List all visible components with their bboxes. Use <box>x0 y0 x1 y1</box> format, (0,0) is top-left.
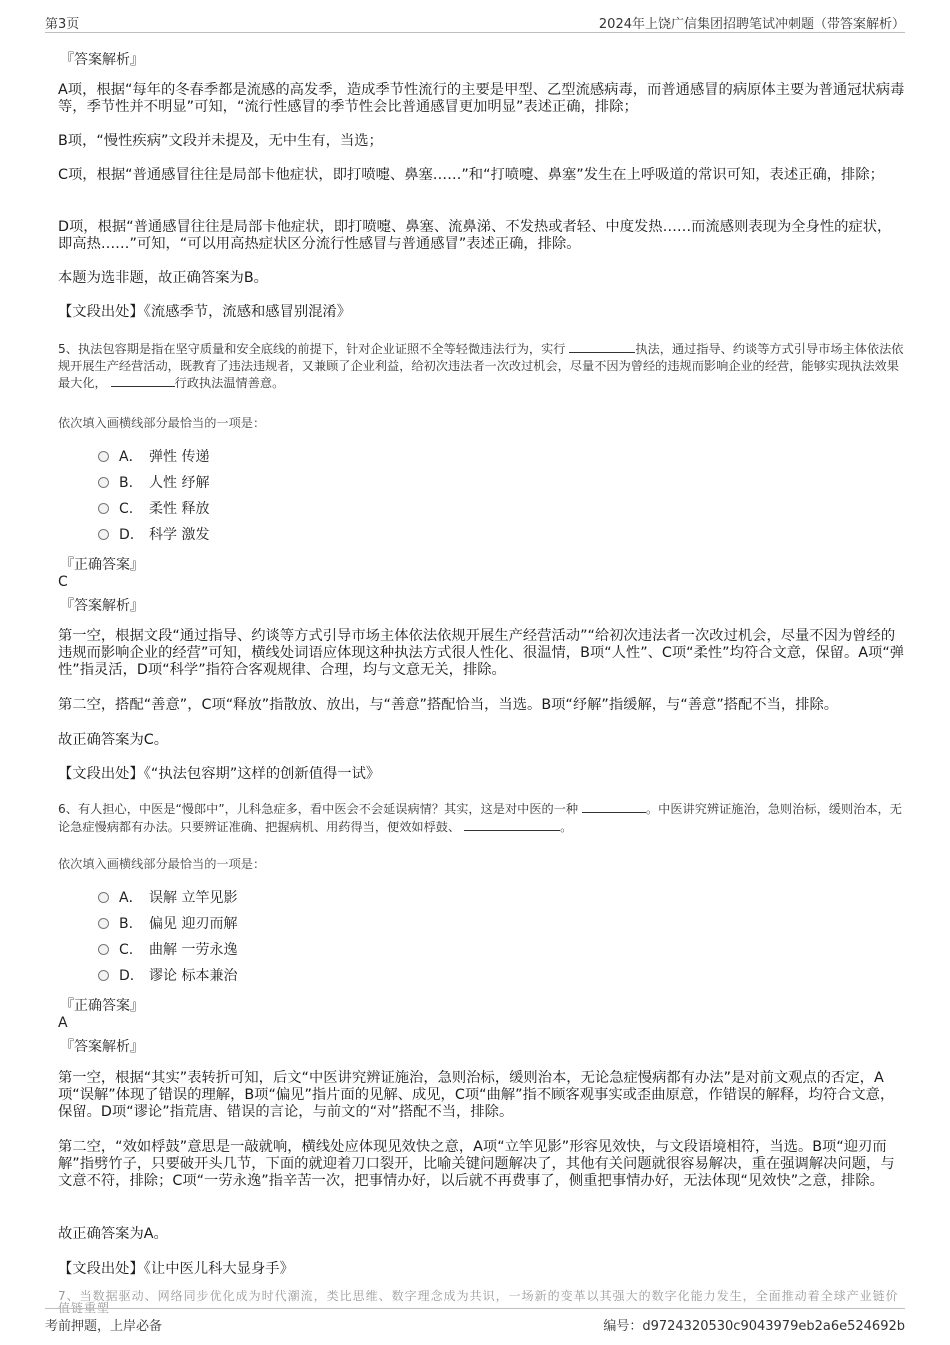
fill-blank <box>111 374 175 387</box>
analysis-paragraph: 第二空，“效如桴鼓”意思是一敲就响，横线处应体现见效快之意，A项“立竿见影”形容见效快，与文段语境相符，当选。B项“迎刃而解”指劈竹子，只要破开头几节，下面的就迎着刀口裂开，比喻关键问题解决了，其他有关问题就很容易解决，重在强调解决问题，与文意不符，排除；C项“一劳永逸”指辛苦一次，把事情办好，以后就不再费事了，侧重把事情办好，无法体现“见效快”之意，排除。 <box>58 1139 895 1189</box>
stem-text: 行政执法温情善意。 <box>174 376 285 390</box>
analysis-paragraph: 第二空，搭配“善意”，C项“释放”指散放、放出，与“善意”搭配恰当，当选。B项“纾解”指缓解，与“善意”搭配不当，排除。 <box>58 697 839 713</box>
page-number: 第3页 <box>45 17 80 32</box>
fill-blank <box>569 340 635 353</box>
option-c[interactable]: C. 曲解 一劳永逸 <box>98 941 237 959</box>
conclusion: 故正确答案为A。 <box>58 1226 168 1242</box>
radio-icon[interactable] <box>98 970 109 981</box>
analysis-paragraph: C项，根据“普通感冒往往是局部卡他症状，即打喷嚏、鼻塞……”和“打喷嚏、鼻塞”发生在上呼吸道的常识可知，表述正确，排除； <box>58 167 884 183</box>
radio-icon[interactable] <box>98 918 109 929</box>
page-header <box>45 10 905 33</box>
stem-text: 5、执法包容期是指在坚守质量和安全底线的前提下，针对企业证照不全等轻微违法行为，实行 <box>58 342 566 356</box>
page-footer <box>45 1308 905 1335</box>
document-id: 编号：d9724320530c9043979eb2a6e524692b <box>603 1319 905 1334</box>
radio-icon[interactable] <box>98 477 109 488</box>
analysis-paragraph: 第一空，根据“其实”表转折可知，后文“中医讲究辨证施治，急则治标，缓则治本，无论急症慢病都有办法”是对前文观点的否定，A项“误解”体现了错误的理解，B项“偏见”指片面的见解、成见，C项“曲解”指不顾客观事实或歪曲原意，作错误的解释，均符合文意，保留。D项“谬论”指荒唐、错误的言论，与前文的“对”搭配不当，排除。 <box>58 1070 895 1120</box>
question-prompt: 依次填入画横线部分最恰当的一项是： <box>58 857 266 871</box>
conclusion: 本题为选非题，故正确答案为B。 <box>58 270 268 286</box>
option-b[interactable]: B. 人性 纾解 <box>98 474 209 492</box>
option-a[interactable]: A． 误解 立竿见影 <box>98 889 237 907</box>
analysis-paragraph: A项，根据“每年的冬春季都是流感的高发季，造成季节性流行的主要是甲型、乙型流感病毒，而普通感冒的病原体主要为普通冠状病毒等，季节性并不明显”可知，“流行性感冒的季节性会比普通感冒更加明显”表述正确，排除； <box>58 82 905 115</box>
document-title: 2024年上饶广信集团招聘笔试冲刺题（带答案解析） <box>598 17 905 32</box>
analysis-paragraph: B项，“慢性疾病”文段并未提及，无中生有，当选； <box>58 133 383 149</box>
option-c[interactable]: C. 柔性 释放 <box>98 500 209 518</box>
stem-text: 6、有人担心，中医是“慢郎中”，儿科急症多，看中医会不会延误病情？其实，这是对中医的一种 <box>58 802 579 816</box>
source-citation: 【文段出处】《让中医儿科大显身手》 <box>58 1261 294 1277</box>
stem-text: 。中医讲究辨证施治，急则治标，缓则治本，无论急症慢病都有办法。只要辨证准确、把握病机、用药得当，便效如桴鼓、 <box>58 802 902 834</box>
analysis-label: 『答案解析』 <box>60 598 144 614</box>
option-d[interactable]: D. 科学 激发 <box>98 526 209 544</box>
radio-icon[interactable] <box>98 529 109 540</box>
next-question-cutoff <box>58 1289 905 1315</box>
partial-question-7: 7、当数据驱动、网络同步优化成为时代潮流，类比思维、数字理念成为共识，一场新的变革以其强大的数字化能力发生，全面推动着全球产业链价值链重塑 <box>58 1289 899 1315</box>
conclusion: 故正确答案为C。 <box>58 732 169 748</box>
analysis-paragraph: 第一空，根据文段“通过指导、约谈等方式引导市场主体依法依规开展生产经营活动”“给初次违法者一次改过机会，尽量不因为曾经的违规而影响企业的经营”可知，横线处词语应体现这种执法方式很人性化、很温情，B项“人性”、C项“柔性”均符合文意，保留。A项“弹性”指灵活，D项“科学”指符合客观规律、合理，均与文意无关，排除。 <box>58 628 905 678</box>
correct-answer-label: 『正确答案』 <box>60 557 144 573</box>
correct-answer: C <box>58 574 68 590</box>
option-b[interactable]: B. 偏见 迎刃而解 <box>98 915 237 933</box>
stem-text: 执法，通过指导、约谈等方式引导市场主体依法依规开展生产经营活动，既教育了违法违规者，又兼顾了企业利益，给初次违法者一次改过机会，尽量不因为曾经的违规而影响企业的经营，能够实现执法效果最大化， <box>58 342 904 390</box>
analysis-label: 『答案解析』 <box>60 52 144 68</box>
source-citation: 【文段出处】《“执法包容期”这样的创新值得一试》 <box>58 766 381 782</box>
radio-icon[interactable] <box>98 503 109 514</box>
footer-slogan: 考前押题，上岸必备 <box>45 1319 163 1334</box>
fill-blank <box>582 800 646 813</box>
source-citation: 【文段出处】《流感季节，流感和感冒别混淆》 <box>58 304 352 320</box>
question-6-stem <box>58 800 905 835</box>
analysis-paragraph: D项，根据“普通感冒往往是局部卡他症状，即打喷嚏、鼻塞、流鼻涕、不发热或者轻、中度发热……而流感则表现为全身性的症状，即高热……”可知，“可以用高热症状区分流行性感冒与普通感冒”表述正确，排除。 <box>58 219 892 252</box>
correct-answer-label: 『正确答案』 <box>60 998 144 1014</box>
question-5-stem <box>58 340 905 392</box>
question-prompt: 依次填入画横线部分最恰当的一项是： <box>58 416 266 430</box>
option-d[interactable]: D. 谬论 标本兼治 <box>98 967 237 985</box>
fill-blank <box>464 818 560 831</box>
radio-icon[interactable] <box>98 451 109 462</box>
analysis-label: 『答案解析』 <box>60 1039 144 1055</box>
radio-icon[interactable] <box>98 944 109 955</box>
stem-text: 。 <box>560 819 573 834</box>
radio-icon[interactable] <box>98 892 109 903</box>
correct-answer: A <box>58 1015 68 1031</box>
option-a[interactable]: A． 弹性 传递 <box>98 448 209 466</box>
